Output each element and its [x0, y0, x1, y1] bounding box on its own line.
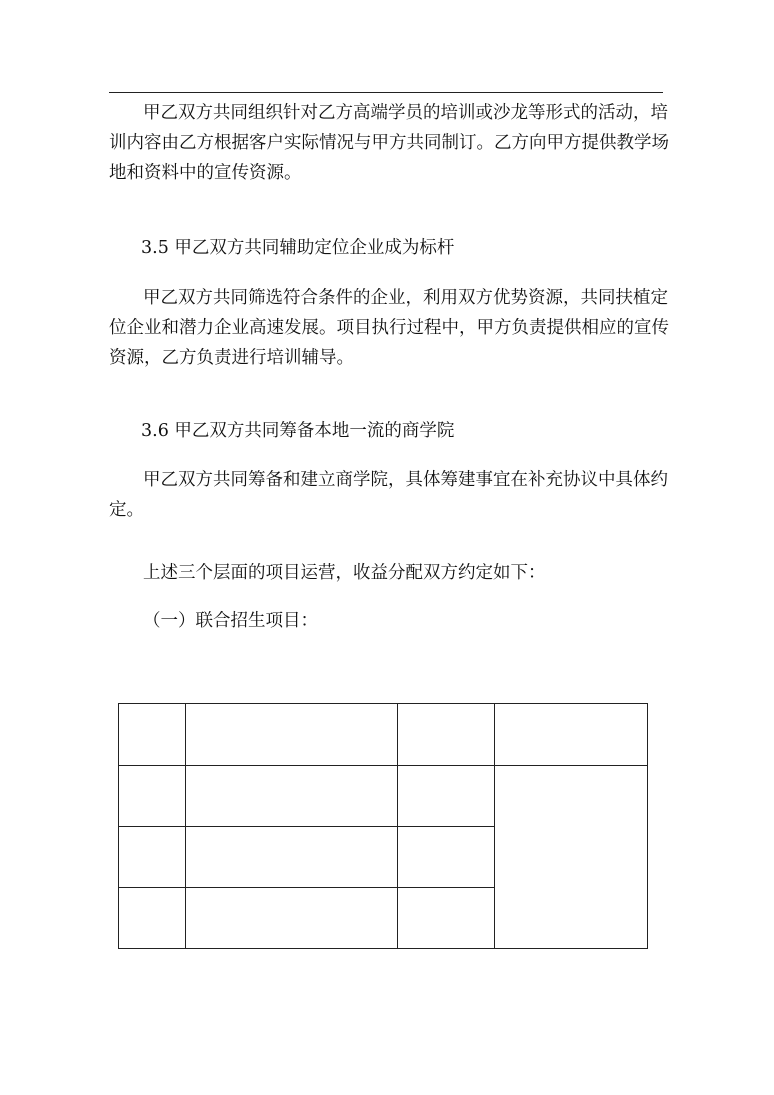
- table-cell: [119, 827, 186, 888]
- paragraph-training-activities: 甲乙双方共同组织针对乙方高端学员的培训或沙龙等形式的活动，培训内容由乙方根据客户实际情况与甲方共同制订。乙方向甲方提供教学场地和资料中的宣传资源。: [109, 103, 669, 183]
- table-cell: [398, 888, 495, 949]
- table-cell: [186, 888, 398, 949]
- table-cell-merged: [495, 766, 648, 949]
- header-rule: [109, 92, 663, 93]
- paragraph-business-school: 甲乙双方共同筹备和建立商学院，具体筹建事宜在补充协议中具体约定。: [109, 470, 668, 520]
- table-cell: [398, 827, 495, 888]
- table-cell: [119, 888, 186, 949]
- table-cell: [186, 704, 398, 766]
- table-cell: [119, 766, 186, 827]
- paragraph-benchmark-enterprises: 甲乙双方共同筛选符合条件的企业，利用双方优势资源，共同扶植定位企业和潜力企业高速发展。项目执行过程中，甲方负责提供相应的宣传资源，乙方负责进行培训辅导。: [109, 288, 669, 368]
- section-heading-3-5: 3.5 甲乙双方共同辅助定位企业成为标杆: [141, 238, 455, 258]
- table-cell: [398, 766, 495, 827]
- table-cell: [495, 704, 648, 766]
- table-cell: [398, 704, 495, 766]
- paragraph-joint-enrollment: （一）联合招生项目：: [143, 611, 318, 631]
- paragraph-revenue-distribution: 上述三个层面的项目运营，收益分配双方约定如下：: [143, 563, 546, 583]
- revenue-table: [118, 703, 648, 949]
- table-cell: [119, 704, 186, 766]
- section-heading-3-6: 3.6 甲乙双方共同筹备本地一流的商学院: [141, 421, 455, 441]
- table-cell: [186, 827, 398, 888]
- table-row: [119, 766, 648, 827]
- table-cell: [186, 766, 398, 827]
- table-row: [119, 704, 648, 766]
